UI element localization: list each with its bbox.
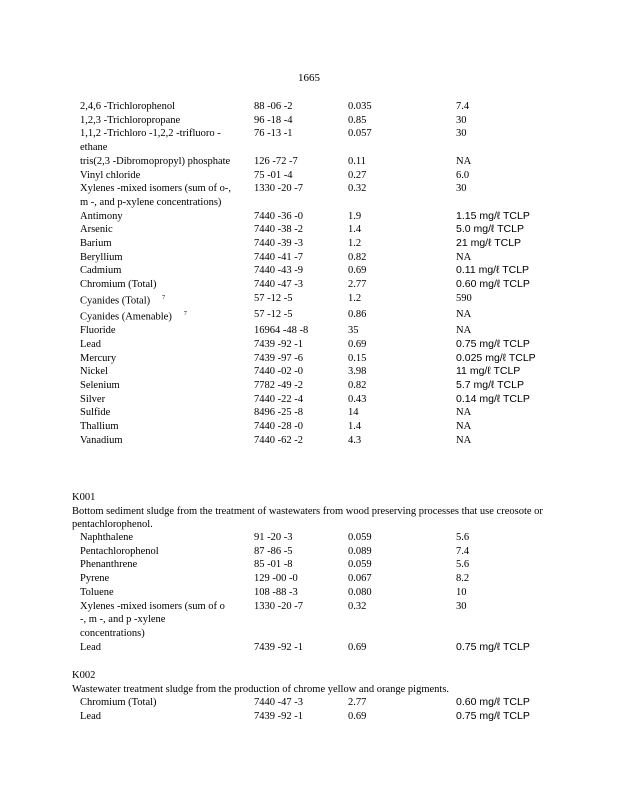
nonwastewater-standard: NA (456, 325, 472, 337)
cas-number: 16964 -48 -8 (254, 325, 309, 337)
wastewater-standard: 0.080 (348, 586, 372, 598)
nonwastewater-standard: 30 (456, 600, 467, 612)
wastewater-standard: 0.69 (348, 265, 367, 277)
constituent-name-text: Barium (80, 238, 112, 250)
constituent-name-text: Lead (80, 338, 101, 350)
nonwastewater-standard: NA (456, 251, 472, 263)
nonwastewater-standard: 0.60 mg/ℓ TCLP (456, 696, 530, 708)
table-row (80, 641, 550, 655)
nonwastewater-standard: 5.0 mg/ℓ TCLP (456, 223, 524, 236)
constituent-name (80, 406, 232, 420)
constituent-name (80, 379, 232, 393)
constituent-name-text: Xylenes -mixed isomers (sum of o-, m -, and p-xylene concentrations) (80, 183, 232, 208)
wastewater-standard: 2.77 (348, 279, 367, 291)
table-row (80, 223, 550, 237)
nonwastewater-standard: 30 (456, 114, 467, 126)
constituent-name (80, 251, 232, 265)
nonwastewater-standard: 0.025 mg/ℓ TCLP (456, 351, 536, 364)
wastewater-standard: 0.82 (348, 251, 367, 263)
constituent-name (80, 586, 232, 600)
constituent-name-text: Naphthalene (80, 532, 134, 543)
constituent-name-text: tris(2,3 -Dibromopropyl) phosphate (80, 155, 231, 167)
constituent-name (80, 127, 232, 154)
table-row (80, 237, 550, 251)
cas-number: 7440 -39 -3 (254, 238, 303, 250)
table-row (80, 210, 550, 224)
wastewater-standard: 1.9 (348, 210, 362, 222)
wastewater-standard: 0.057 (348, 128, 372, 140)
constituent-name-text: Arsenic (80, 224, 113, 236)
wastewater-standard: 0.69 (348, 338, 367, 350)
section-k001 (72, 491, 552, 532)
constituent-name-text: Silver (80, 393, 106, 405)
constituent-name (80, 292, 232, 308)
constituent-name-text: Pentachlorophenol (80, 545, 159, 557)
wastewater-standard: 0.15 (348, 352, 367, 364)
constituent-table-k002 (80, 696, 550, 723)
constituent-name-text: Sulfide (80, 407, 111, 419)
table-row (80, 531, 550, 545)
wastewater-standard: 1.2 (348, 292, 362, 304)
nonwastewater-standard: 10 (456, 586, 467, 598)
nonwastewater-standard: NA (456, 309, 472, 321)
cas-number: 87 -86 -5 (254, 545, 293, 557)
table-row (80, 696, 550, 710)
constituent-name (80, 531, 232, 545)
wastewater-standard: 1.2 (348, 238, 362, 250)
wastewater-standard: 0.27 (348, 169, 367, 181)
nonwastewater-standard: 590 (456, 292, 472, 304)
nonwastewater-standard: 30 (456, 183, 467, 195)
cas-number: 7440 -36 -0 (254, 210, 303, 222)
constituent-name (80, 393, 232, 407)
nonwastewater-standard: 0.11 mg/ℓ TCLP (456, 264, 530, 277)
constituent-name (80, 558, 232, 572)
table-row (80, 352, 550, 366)
cas-number: 7440 -02 -0 (254, 366, 303, 378)
cas-number: 7440 -47 -3 (254, 279, 303, 291)
table-row (80, 155, 550, 169)
table-row (80, 420, 550, 434)
constituent-name (80, 182, 232, 209)
constituent-name (80, 352, 232, 366)
constituent-name-text: Lead (80, 641, 101, 653)
cas-number: 7440 -22 -4 (254, 393, 303, 405)
table-row (80, 586, 550, 600)
constituent-name (80, 365, 232, 379)
table-row (80, 100, 550, 114)
cas-number: 91 -20 -3 (254, 532, 293, 543)
waste-code-k001: K001 (72, 492, 96, 503)
constituent-name-text: Xylenes -mixed isomers (sum of o -, m -, and p -xylene concentrations) (80, 600, 225, 639)
cas-number: 7439 -92 -1 (254, 338, 303, 350)
table-row (80, 264, 550, 278)
cas-number: 1330 -20 -7 (254, 600, 303, 612)
wastewater-standard: 0.035 (348, 101, 372, 112)
cas-number: 7440 -41 -7 (254, 251, 303, 263)
constituent-name-text: Cyanides (Amenable) (80, 311, 172, 323)
constituent-name (80, 100, 232, 114)
constituent-name-text: Toluene (80, 586, 114, 598)
nonwastewater-standard: 0.75 mg/ℓ TCLP (456, 640, 530, 653)
constituent-name-text: Mercury (80, 352, 117, 364)
table-row (80, 393, 550, 407)
nonwastewater-standard: 5.6 (456, 532, 470, 543)
constituent-name-text: Pyrene (80, 573, 110, 585)
wastewater-standard: 2.77 (348, 697, 367, 708)
footnote-marker: 7 (162, 294, 166, 301)
section-k002 (72, 669, 552, 696)
table-row (80, 251, 550, 265)
constituent-name-text: Beryllium (80, 251, 123, 263)
page-number: 1665 (298, 72, 320, 84)
constituent-name-text: 1,2,3 -Trichloropropane (80, 114, 181, 126)
cas-number: 1330 -20 -7 (254, 183, 303, 195)
table-row (80, 338, 550, 352)
table-row (80, 114, 550, 128)
cas-number: 75 -01 -4 (254, 169, 293, 181)
table-row (80, 169, 550, 183)
constituent-name-text: Cadmium (80, 265, 122, 277)
wastewater-standard: 0.059 (348, 532, 372, 543)
cas-number: 7439 -92 -1 (254, 641, 303, 653)
waste-code-k002: K002 (72, 670, 96, 681)
constituent-name-text: Chromium (Total) (80, 279, 157, 291)
cas-number: 7782 -49 -2 (254, 380, 303, 392)
constituent-name (80, 308, 232, 324)
nonwastewater-standard: 7.4 (456, 545, 470, 557)
constituent-name (80, 278, 232, 292)
constituent-name-text: Vinyl chloride (80, 169, 141, 181)
constituent-name-text: Nickel (80, 366, 108, 378)
cas-number: 129 -00 -0 (254, 573, 298, 585)
constituent-name (80, 237, 232, 251)
cas-number: 7440 -28 -0 (254, 421, 303, 433)
cas-number: 8496 -25 -8 (254, 407, 303, 419)
wastewater-standard: 0.82 (348, 380, 367, 392)
nonwastewater-standard: NA (456, 434, 472, 446)
constituent-name (80, 696, 232, 710)
wastewater-standard: 0.32 (348, 600, 367, 612)
constituent-name-text: 2,4,6 -Trichlorophenol (80, 101, 175, 112)
constituent-name-text: Phenanthrene (80, 559, 138, 571)
table-row (80, 182, 550, 209)
constituent-table-k001 (80, 531, 550, 654)
constituent-name (80, 545, 232, 559)
constituent-name-text: Vanadium (80, 434, 123, 446)
constituent-name (80, 710, 232, 724)
cas-number: 7440 -47 -3 (254, 697, 303, 708)
table-row (80, 379, 550, 393)
table-row (80, 324, 550, 338)
table-row (80, 572, 550, 586)
table-row (80, 600, 550, 641)
constituent-name-text: Fluoride (80, 325, 116, 337)
nonwastewater-standard: 5.7 mg/ℓ TCLP (456, 379, 524, 392)
constituent-name-text: Thallium (80, 421, 119, 433)
wastewater-standard: 4.3 (348, 434, 362, 446)
constituent-name-text: Lead (80, 710, 101, 722)
cas-number: 7440 -38 -2 (254, 224, 303, 236)
constituent-table-top (80, 100, 550, 448)
table-row (80, 365, 550, 379)
nonwastewater-standard: 0.75 mg/ℓ TCLP (456, 337, 530, 350)
nonwastewater-standard: 0.60 mg/ℓ TCLP (456, 278, 530, 291)
wastewater-standard: 0.86 (348, 309, 367, 321)
cas-number: 108 -88 -3 (254, 586, 298, 598)
constituent-name (80, 600, 232, 641)
waste-description-k001: Bottom sediment sludge from the treatment of wastewaters from wood preserving processes that use creosote or pentachlorophenol. (72, 505, 543, 531)
table-row (80, 292, 550, 308)
constituent-name-text: Antimony (80, 210, 123, 222)
wastewater-standard: 0.69 (348, 710, 367, 722)
table-row (80, 434, 550, 448)
constituent-name (80, 155, 232, 169)
table-row (80, 710, 550, 724)
wastewater-standard: 0.43 (348, 393, 367, 405)
cas-number: 7440 -62 -2 (254, 434, 303, 446)
nonwastewater-standard: 8.2 (456, 573, 470, 585)
nonwastewater-standard: NA (456, 155, 472, 167)
constituent-name-text: Cyanides (Total) (80, 295, 151, 307)
constituent-name (80, 210, 232, 224)
cas-number: 85 -01 -8 (254, 559, 293, 571)
wastewater-standard: 1.4 (348, 421, 362, 433)
cas-number: 76 -13 -1 (254, 128, 293, 140)
table-row (80, 406, 550, 420)
table-row (80, 127, 550, 154)
cas-number: 7439 -92 -1 (254, 710, 303, 722)
wastewater-standard: 3.98 (348, 366, 367, 378)
table-row (80, 278, 550, 292)
nonwastewater-standard: 21 mg/ℓ TCLP (456, 237, 522, 250)
cas-number: 7440 -43 -9 (254, 265, 303, 277)
nonwastewater-standard: 6.0 (456, 169, 470, 181)
nonwastewater-standard: 0.14 mg/ℓ TCLP (456, 392, 530, 405)
nonwastewater-standard: 0.75 mg/ℓ TCLP (456, 709, 530, 722)
nonwastewater-standard: 1.15 mg/ℓ TCLP (456, 209, 530, 222)
table-row (80, 545, 550, 559)
constituent-name (80, 338, 232, 352)
wastewater-standard: 35 (348, 325, 359, 337)
constituent-name (80, 169, 232, 183)
constituent-name-text: Selenium (80, 380, 120, 392)
nonwastewater-standard: 7.4 (456, 101, 470, 112)
constituent-name (80, 434, 232, 448)
wastewater-standard: 0.32 (348, 183, 367, 195)
cas-number: 88 -06 -2 (254, 101, 293, 112)
cas-number: 126 -72 -7 (254, 155, 298, 167)
wastewater-standard: 0.69 (348, 641, 367, 653)
nonwastewater-standard: 30 (456, 128, 467, 140)
nonwastewater-standard: NA (456, 407, 472, 419)
nonwastewater-standard: 5.6 (456, 559, 470, 571)
constituent-name-text: 1,1,2 -Trichloro -1,2,2 -trifluoro - ethane (80, 128, 221, 154)
wastewater-standard: 0.059 (348, 559, 372, 571)
wastewater-standard: 0.089 (348, 545, 372, 557)
cas-number: 57 -12 -5 (254, 292, 293, 304)
constituent-name (80, 264, 232, 278)
constituent-name (80, 572, 232, 586)
constituent-name (80, 114, 232, 128)
nonwastewater-standard: 11 mg/ℓ TCLP (456, 365, 521, 378)
constituent-name (80, 641, 232, 655)
constituent-name-text: Chromium (Total) (80, 697, 157, 708)
footnote-marker: 7 (183, 311, 187, 318)
wastewater-standard: 0.85 (348, 114, 367, 126)
nonwastewater-standard: NA (456, 421, 472, 433)
constituent-name (80, 223, 232, 237)
cas-number: 7439 -97 -6 (254, 352, 303, 364)
wastewater-standard: 0.11 (348, 155, 366, 167)
wastewater-standard: 0.067 (348, 573, 372, 585)
constituent-name (80, 324, 232, 338)
cas-number: 96 -18 -4 (254, 114, 293, 126)
wastewater-standard: 14 (348, 407, 359, 419)
table-row (80, 308, 550, 324)
waste-description-k002: Wastewater treatment sludge from the production of chrome yellow and orange pigments. (72, 683, 450, 695)
cas-number: 57 -12 -5 (254, 309, 293, 321)
constituent-name (80, 420, 232, 434)
table-row (80, 558, 550, 572)
wastewater-standard: 1.4 (348, 224, 362, 236)
